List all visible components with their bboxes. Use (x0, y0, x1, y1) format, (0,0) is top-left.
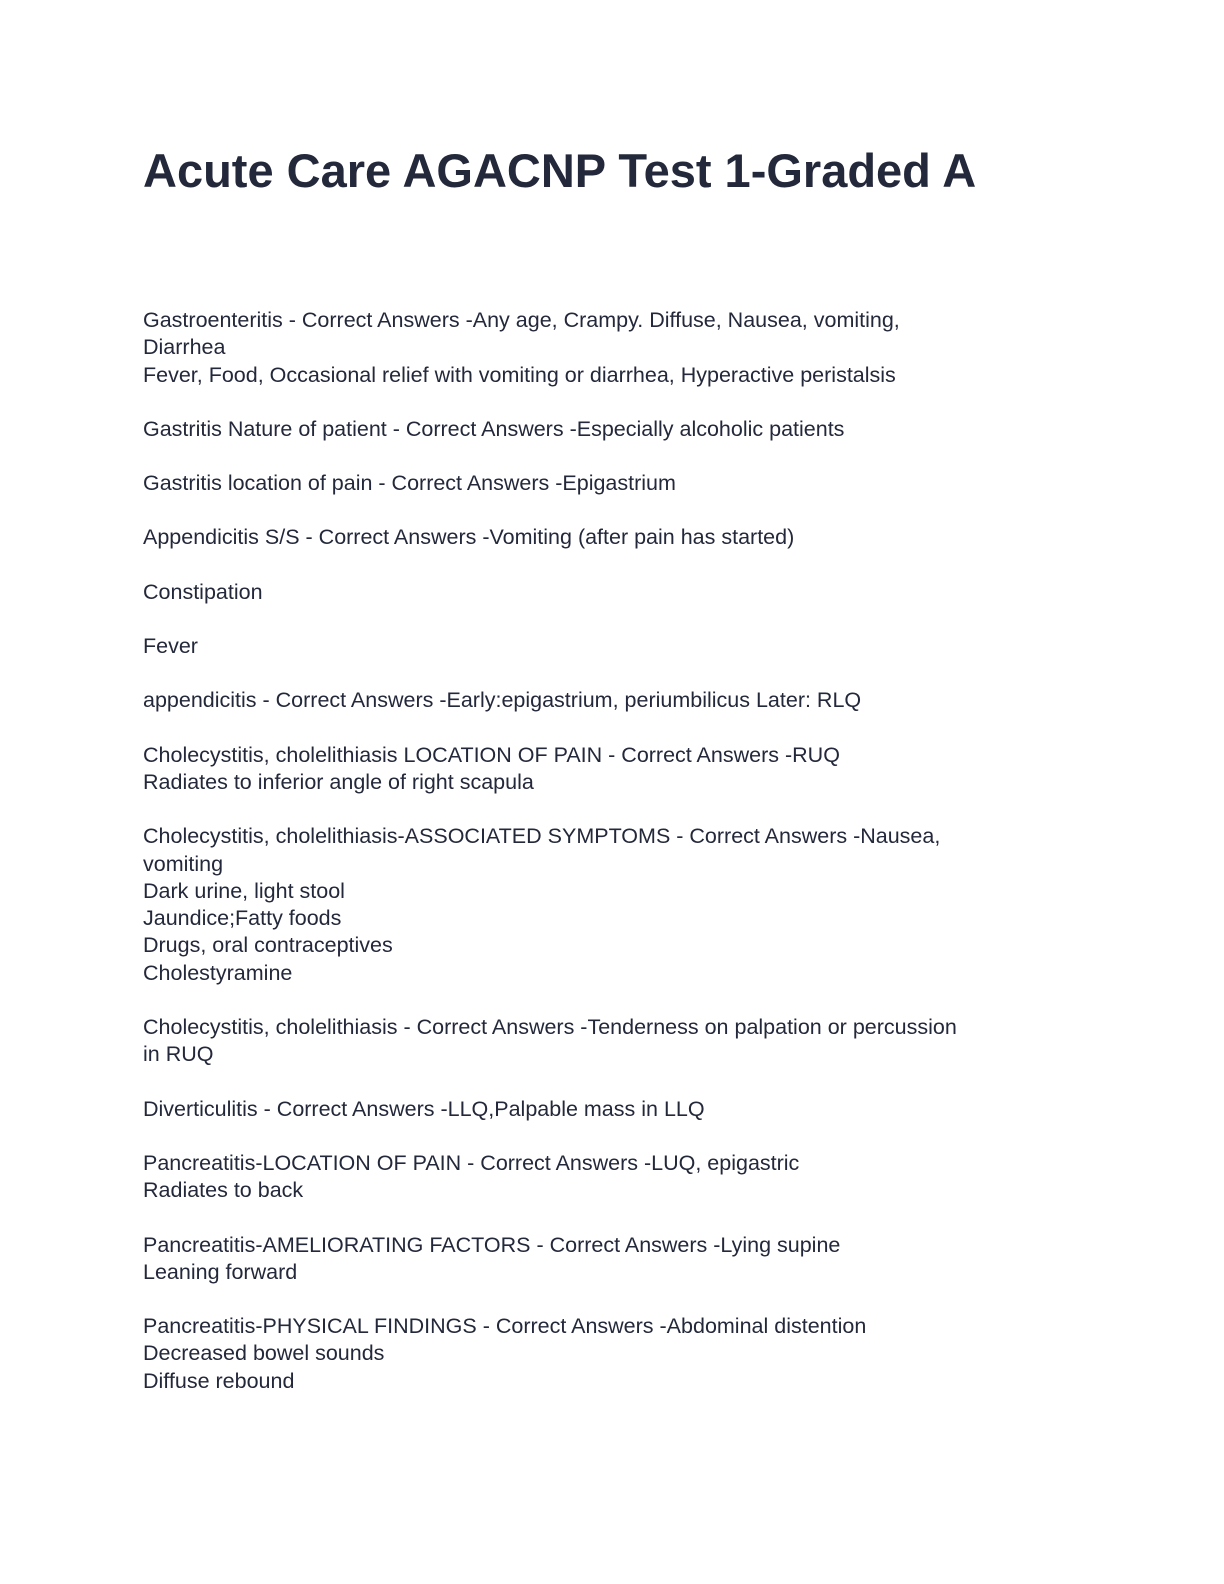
entry-continuation-line: Leaning forward (143, 1259, 298, 1284)
entry-text: Appendicitis S/S - Correct Answers -Vomiting (after pain has started) (143, 525, 795, 550)
qa-entry (143, 524, 1058, 551)
entry-continuation-line: vomiting (143, 851, 224, 876)
entry-continuation-line: Fever, Food, Occasional relief with vomiting or diarrhea, Hyperactive peristalsis (143, 362, 896, 387)
qa-entry (143, 742, 1058, 797)
entry-text: Cholecystitis, cholelithiasis - Correct Answers -Tenderness on palpation or percussion (143, 1015, 957, 1040)
qa-entry (143, 1014, 1058, 1069)
entry-continuation-line: Dark urine, light stool (143, 878, 345, 903)
document-title: Acute Care AGACNP Test 1-Graded A (143, 144, 977, 197)
entry-text: Cholecystitis, cholelithiasis LOCATION OF PAIN - Correct Answers -RUQ (143, 742, 840, 767)
qa-entry (143, 579, 1058, 606)
entry-continuation-line: Radiates to inferior angle of right scapula (143, 769, 534, 794)
entry-text: Pancreatitis-LOCATION OF PAIN - Correct Answers -LUQ, epigastric (143, 1150, 800, 1175)
entry-continuation-line: Jaundice;Fatty foods (143, 906, 342, 931)
entry-continuation-line: Diarrhea (143, 335, 226, 360)
qa-entry (143, 1150, 1058, 1205)
entry-continuation-line: Cholestyramine (143, 960, 293, 985)
entry-text: Pancreatitis-PHYSICAL FINDINGS - Correct Answers -Abdominal distention (143, 1314, 867, 1339)
entry-text: appendicitis - Correct Answers -Early:epigastrium, periumbilicus Later: RLQ (143, 688, 862, 713)
entry-continuation-line: Radiates to back (143, 1178, 304, 1203)
qa-entry (143, 1313, 1058, 1395)
qa-entry (143, 1232, 1058, 1287)
entry-text: Diverticulitis - Correct Answers -LLQ,Palpable mass in LLQ (143, 1096, 705, 1121)
entry-text: Constipation (143, 579, 263, 604)
entry-continuation-line: Drugs, oral contraceptives (143, 933, 393, 958)
entry-text: Gastritis Nature of patient - Correct Answers -Especially alcoholic patients (143, 416, 845, 441)
entry-text: Gastroenteritis - Correct Answers -Any age, Crampy. Diffuse, Nausea, vomiting, (143, 308, 900, 332)
entry-text: Gastritis location of pain - Correct Answers -Epigastrium (143, 471, 676, 496)
entry-continuation-line: in RUQ (143, 1042, 214, 1067)
entry-text: Pancreatitis-AMELIORATING FACTORS - Correct Answers -Lying supine (143, 1232, 841, 1257)
entry-text: Cholecystitis, cholelithiasis-ASSOCIATED SYMPTOMS - Correct Answers -Nausea, (143, 824, 941, 849)
qa-entry (143, 633, 1058, 660)
qa-entry (143, 823, 1058, 987)
entry-continuation-line: Decreased bowel sounds (143, 1341, 385, 1366)
qa-entry (143, 416, 1058, 443)
qa-entry (143, 307, 1058, 389)
qa-entry (143, 470, 1058, 497)
document-page (143, 0, 1063, 1584)
document-body (143, 307, 1058, 1422)
qa-entry (143, 687, 1058, 714)
entry-continuation-line: Diffuse rebound (143, 1368, 295, 1393)
entry-text: Fever (143, 634, 198, 659)
qa-entry (143, 1096, 1058, 1123)
